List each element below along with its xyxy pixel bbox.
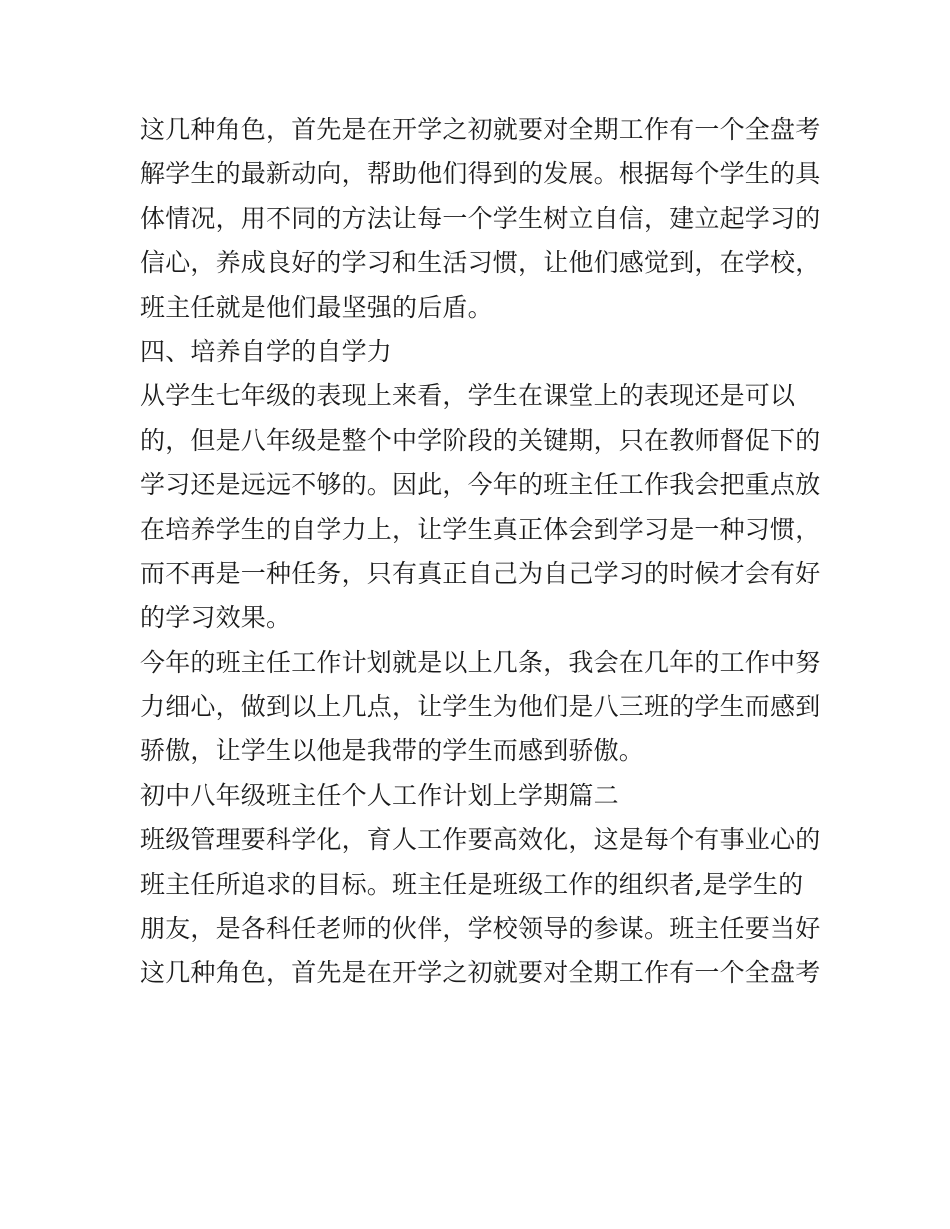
text-line: 班主任所追求的目标。班主任是班级工作的组织者,是学生的: [140, 869, 804, 899]
text-line: 的，但是八年级是整个中学阶段的关键期，只在教师督促下的: [140, 425, 821, 455]
text-line: 学习还是远远不够的。因此，今年的班主任工作我会把重点放: [140, 470, 821, 500]
text-line: 的学习效果。: [140, 603, 292, 633]
text-line: 这几种角色，首先是在开学之初就要对全期工作有一个全盘考: [140, 115, 821, 144]
section-heading: 初中八年级班主任个人工作计划上学期篇二: [140, 780, 619, 810]
text-line: 解学生的最新动向，帮助他们得到的发展。根据每个学生的具: [140, 159, 821, 189]
text-line: 体情况，用不同的方法让每一个学生树立自信，建立起学习的: [140, 203, 821, 233]
text-line: 班主任就是他们最坚强的后盾。: [140, 292, 493, 322]
text-line: 朋友，是各科任老师的伙伴，学校领导的参谋。班主任要当好: [140, 914, 821, 944]
text-line: 在培养学生的自学力上，让学生真正体会到学习是一种习惯，: [140, 514, 821, 544]
text-line: 从学生七年级的表现上来看，学生在课堂上的表现还是可以: [140, 381, 796, 411]
document-body: [140, 108, 830, 996]
text-line: 这几种角色，首先是在开学之初就要对全期工作有一个全盘考: [140, 958, 821, 988]
text-line: 骄傲，让学生以他是我带的学生而感到骄傲。: [140, 736, 645, 766]
text-line: 班级管理要科学化，育人工作要高效化，这是每个有事业心的: [140, 825, 821, 855]
text-line: 今年的班主任工作计划就是以上几条，我会在几年的工作中努: [140, 647, 821, 677]
text-line: 力细心，做到以上几点，让学生为他们是八三班的学生而感到: [140, 692, 821, 722]
text-line: 信心，养成良好的学习和生活习惯，让他们感觉到，在学校，: [140, 248, 821, 278]
text-line: 而不再是一种任务，只有真正自己为自己学习的时候才会有好: [140, 558, 821, 588]
section-heading: 四、培养自学的自学力: [140, 336, 393, 366]
